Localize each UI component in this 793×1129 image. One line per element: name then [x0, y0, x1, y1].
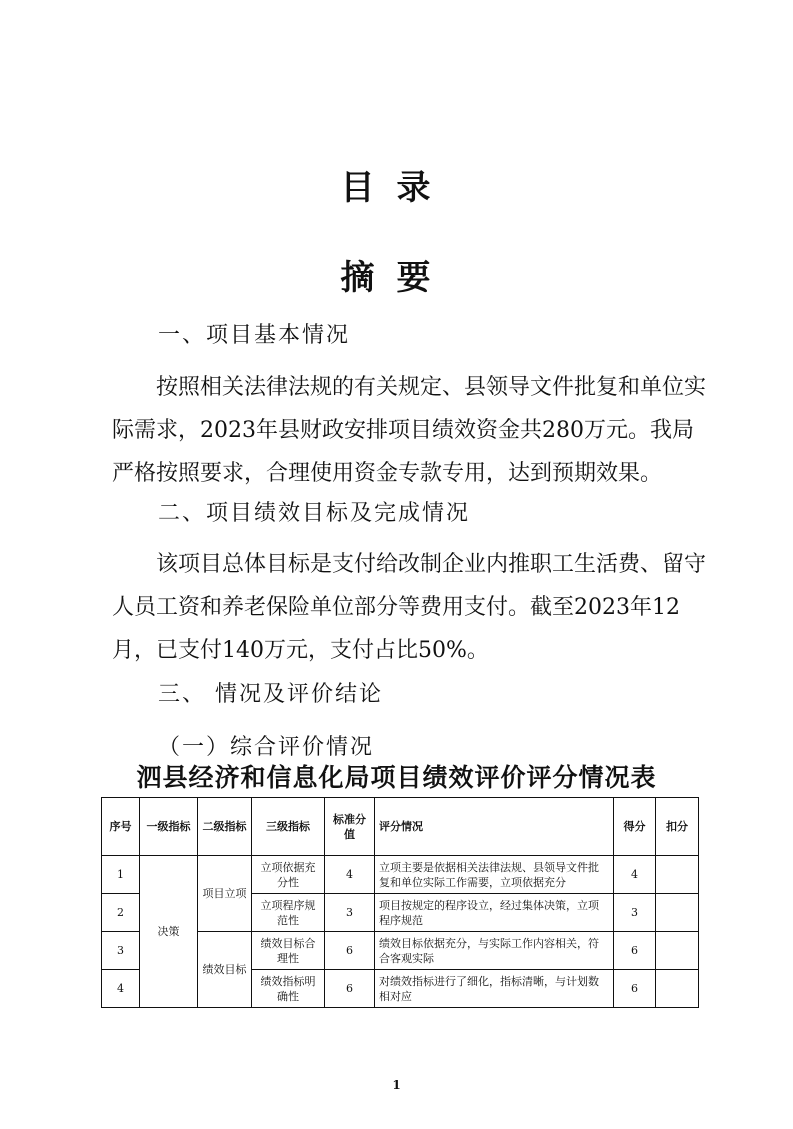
cell-score: 4 [614, 856, 656, 894]
header-standard-score: 标准分值 [325, 798, 375, 856]
page-number: 1 [392, 1078, 401, 1092]
cell-level2: 绩效目标 [198, 932, 252, 1008]
section-1-title: 一、项目基本情况 [158, 323, 351, 348]
cell-evaluation: 项目按规定的程序设立，经过集体决策，立项程序规范 [375, 894, 614, 932]
cell-level3: 立项程序规范性 [252, 894, 325, 932]
cell-evaluation: 绩效目标依据充分，与实际工作内容相关，符合客观实际 [375, 932, 614, 970]
cell-standard-score: 6 [325, 932, 375, 970]
cell-standard-score: 3 [325, 894, 375, 932]
cell-level3: 立项依据充分性 [252, 856, 325, 894]
section-2-title: 二、项目绩效目标及完成情况 [158, 501, 471, 526]
evaluation-table [101, 797, 699, 1008]
header-level2: 二级指标 [198, 798, 252, 856]
cell-score: 6 [614, 932, 656, 970]
section-3-subtitle: （一）综合评价情况 [158, 735, 375, 760]
section-1-text [112, 366, 712, 495]
header-no: 序号 [102, 798, 140, 856]
table-header-row [102, 798, 699, 856]
abstract-heading: 摘要 [340, 258, 453, 298]
header-level3: 三级指标 [252, 798, 325, 856]
cell-no: 3 [102, 932, 140, 970]
cell-standard-score: 4 [325, 856, 375, 894]
cell-no: 1 [102, 856, 140, 894]
header-evaluation: 评分情况 [375, 798, 614, 856]
section-2-paragraph: 该项目总体目标是支付给改制企业内推职工生活费、留守人员工资和养老保险单位部分等费用支付。截至2023年12月，已支付140万元，支付占比50%。 [112, 552, 707, 663]
header-level1: 一级指标 [140, 798, 198, 856]
section-1-paragraph: 按照相关法律法规的有关规定、县领导文件批复和单位实际需求，2023年县财政安排项目绩效资金共280万元。我局严格按照要求，合理使用资金专款专用，达到预期效果。 [112, 375, 707, 486]
cell-deduction [656, 932, 699, 970]
cell-standard-score: 6 [325, 970, 375, 1008]
cell-level3: 绩效指标明确性 [252, 970, 325, 1008]
contents-heading: 目录 [340, 168, 453, 208]
cell-deduction [656, 856, 699, 894]
table-title: 泗县经济和信息化局项目绩效评价评分情况表 [136, 763, 657, 792]
section-2-text [112, 543, 712, 672]
cell-deduction [656, 970, 699, 1008]
header-score: 得分 [614, 798, 656, 856]
cell-level3: 绩效目标合理性 [252, 932, 325, 970]
cell-level1: 决策 [140, 856, 198, 1008]
cell-evaluation: 立项主要是依据相关法律法规、县领导文件批复和单位实际工作需要，立项依据充分 [375, 856, 614, 894]
cell-no: 4 [102, 970, 140, 1008]
cell-evaluation: 对绩效指标进行了细化，指标清晰，与计划数相对应 [375, 970, 614, 1008]
cell-score: 6 [614, 970, 656, 1008]
table-row [102, 856, 699, 894]
header-deduction: 扣分 [656, 798, 699, 856]
cell-no: 2 [102, 894, 140, 932]
cell-score: 3 [614, 894, 656, 932]
cell-deduction [656, 894, 699, 932]
cell-level2: 项目立项 [198, 856, 252, 932]
section-3-title: 三、 情况及评价结论 [158, 682, 383, 707]
